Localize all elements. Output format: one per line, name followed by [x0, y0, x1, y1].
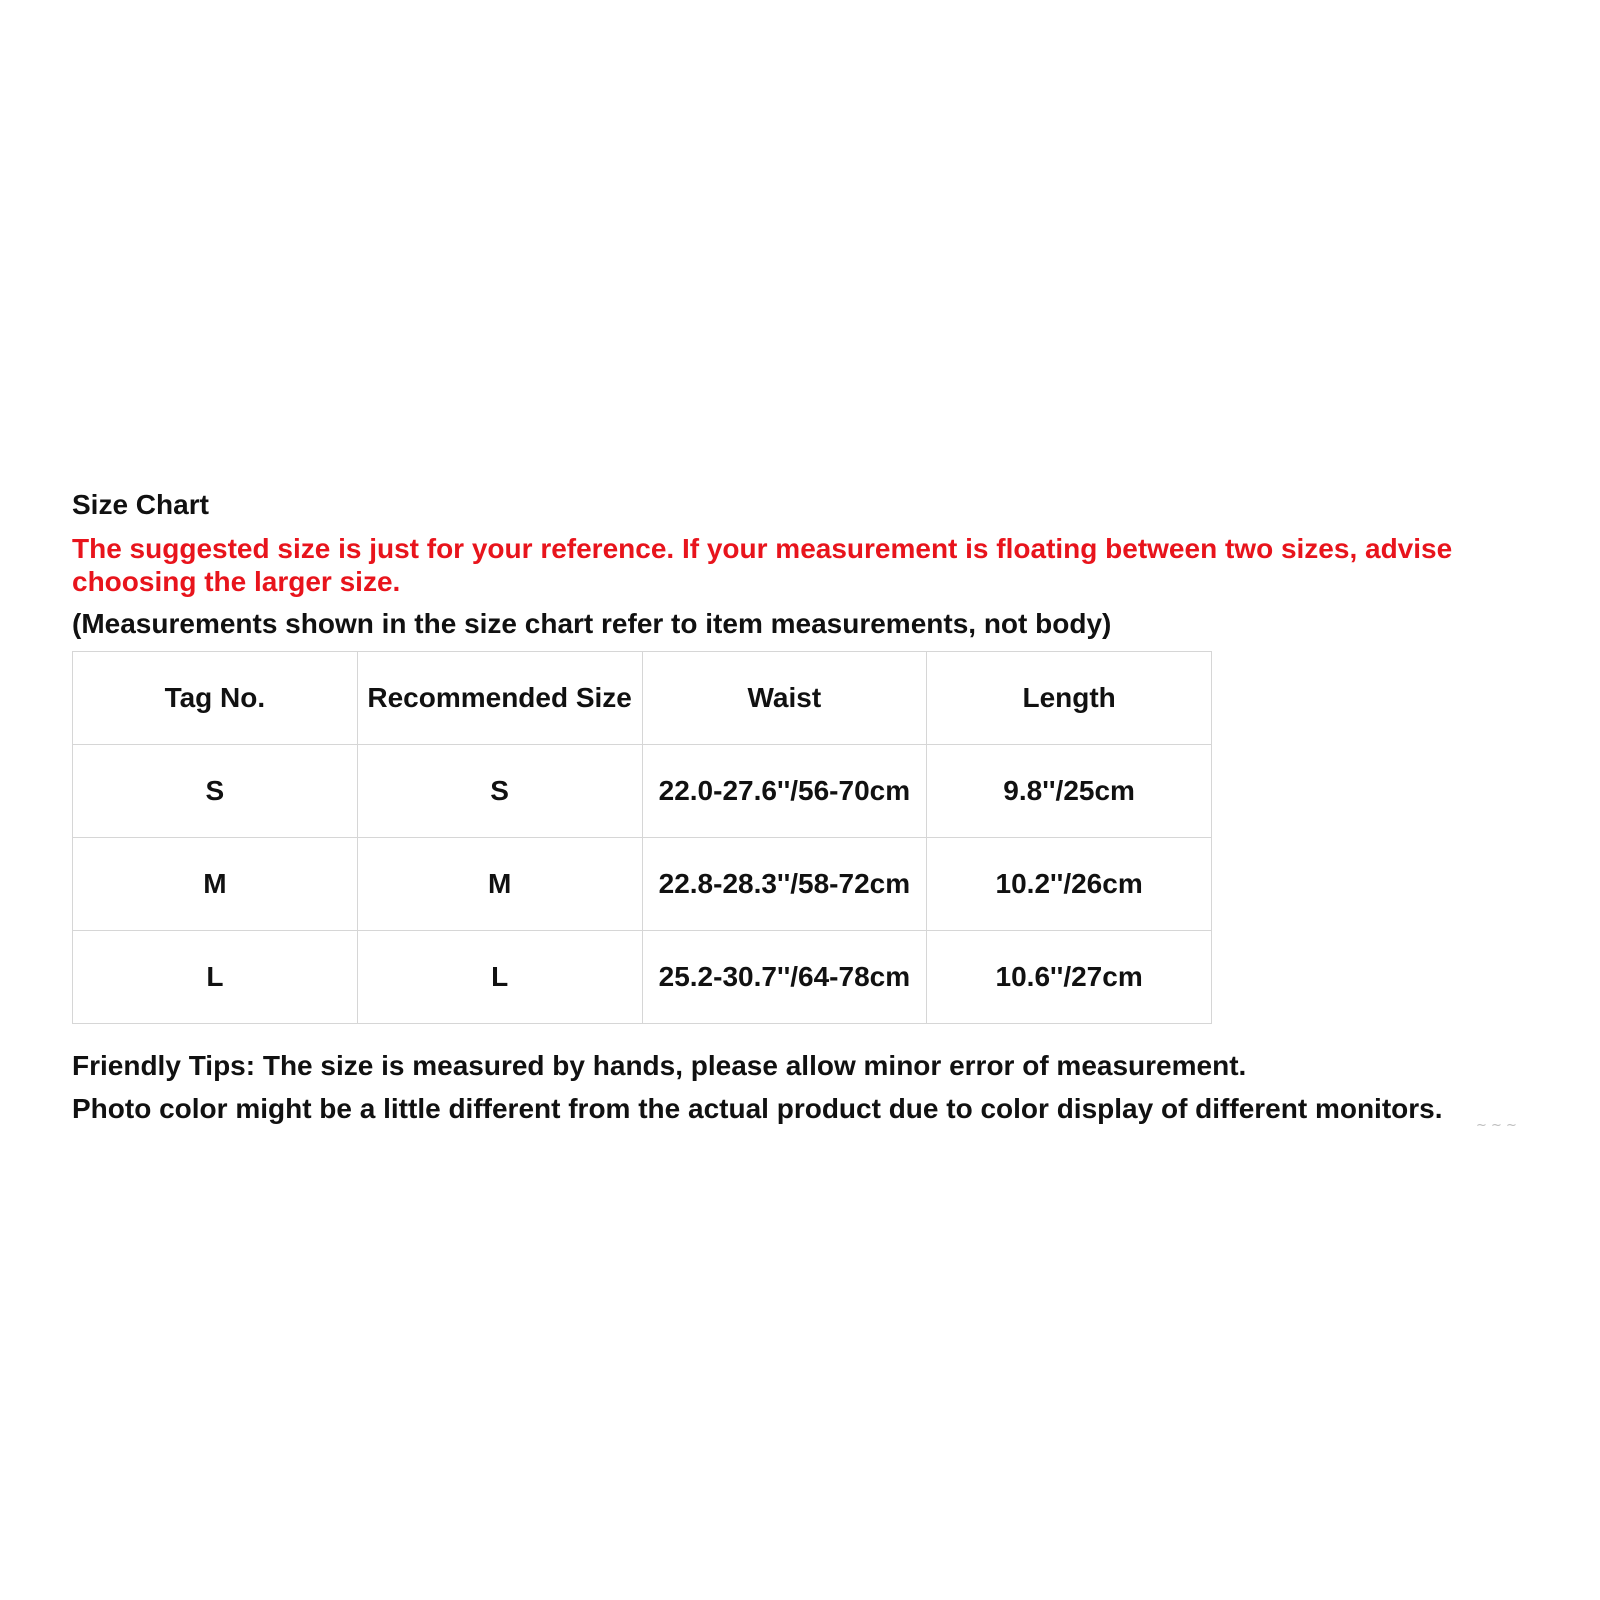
header-waist: Waist: [642, 652, 927, 745]
cell-length: 10.2''/26cm: [927, 838, 1212, 931]
header-tag-no: Tag No.: [73, 652, 358, 745]
cell-tag-no: M: [73, 838, 358, 931]
tips-line-measurement: Friendly Tips: The size is measured by hands, please allow minor error of measurement.: [72, 1050, 1247, 1081]
tips-line-color: Photo color might be a little different from the actual product due to color display of different monitors.: [72, 1093, 1443, 1124]
table-header-row: [73, 652, 1212, 745]
cell-recommended-size: L: [357, 931, 642, 1024]
header-length: Length: [927, 652, 1212, 745]
watermark-mark: ~ ~ ~: [1476, 1118, 1517, 1133]
table-row: [73, 931, 1212, 1024]
cell-length: 9.8''/25cm: [927, 745, 1212, 838]
cell-recommended-size: S: [357, 745, 642, 838]
cell-tag-no: L: [73, 931, 358, 1024]
cell-recommended-size: M: [357, 838, 642, 931]
cell-waist: 22.0-27.6''/56-70cm: [642, 745, 927, 838]
page-title: Size Chart: [72, 489, 209, 520]
cell-length: 10.6''/27cm: [927, 931, 1212, 1024]
size-warning-text: The suggested size is just for your reference. If your measurement is floating between two sizes, advise choosing the larger size.: [72, 533, 1453, 597]
size-chart-section: [72, 488, 1532, 1130]
cell-tag-no: S: [73, 745, 358, 838]
size-table: [72, 651, 1212, 1024]
friendly-tips: [72, 1044, 1532, 1130]
measurement-note: (Measurements shown in the size chart refer to item measurements, not body): [72, 608, 1112, 639]
table-row: [73, 745, 1212, 838]
header-recommended-size: Recommended Size: [357, 652, 642, 745]
cell-waist: 22.8-28.3''/58-72cm: [642, 838, 927, 931]
table-row: [73, 838, 1212, 931]
cell-waist: 25.2-30.7''/64-78cm: [642, 931, 927, 1024]
